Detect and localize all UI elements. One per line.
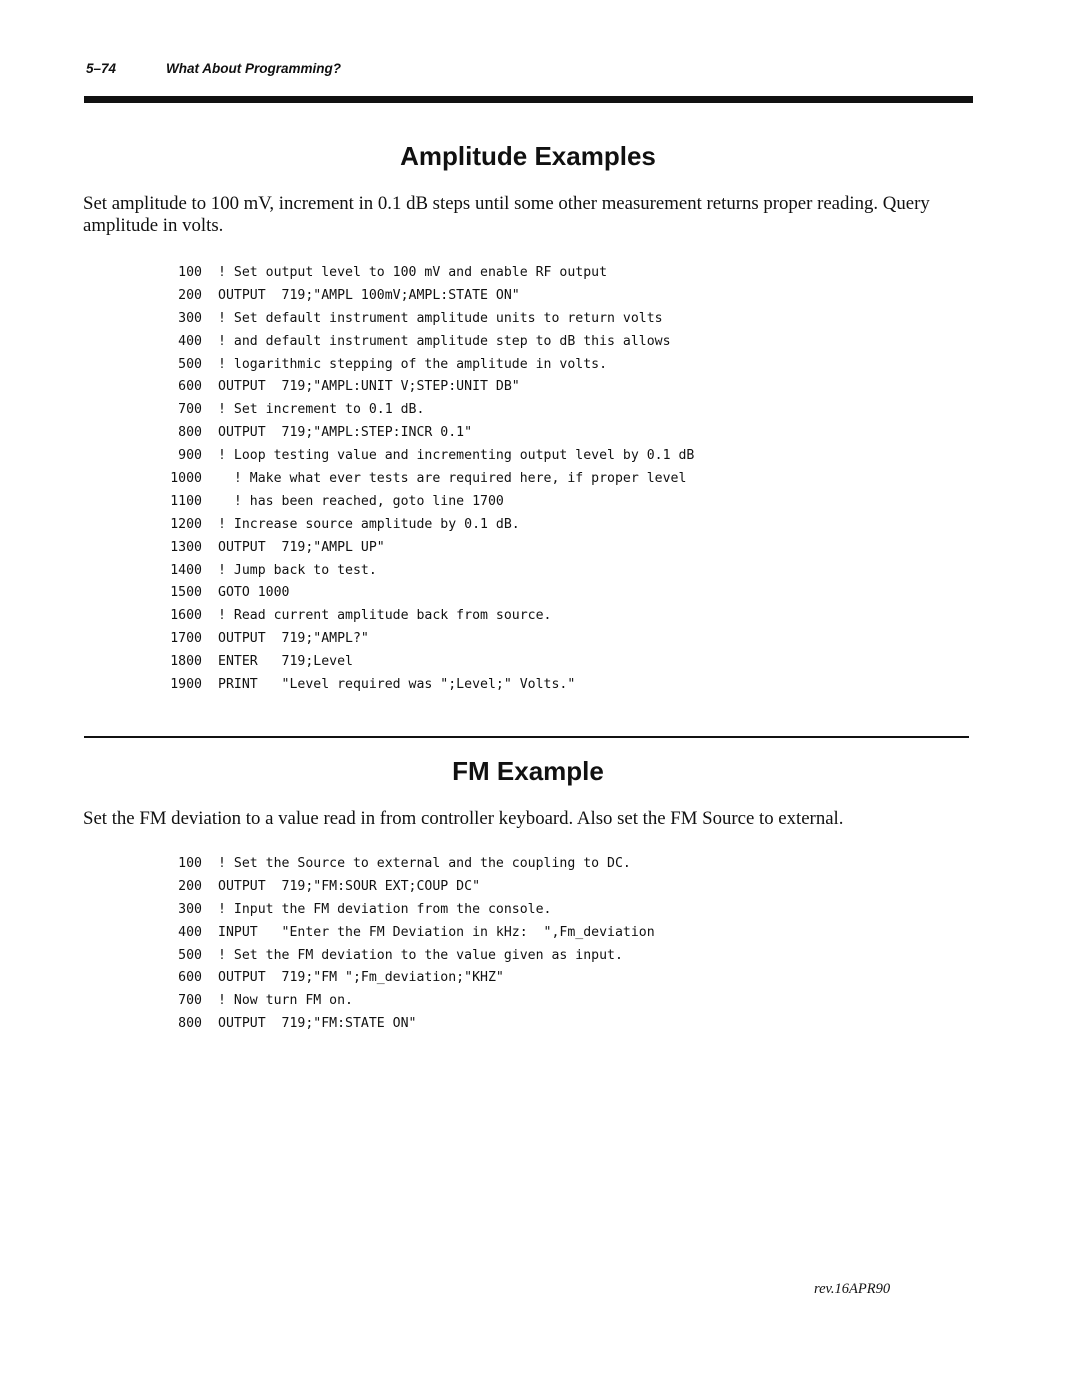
line-number: 900 [178,448,202,464]
code-line [162,876,655,899]
code-text: ! Make what ever tests are required here, if proper level [218,471,687,487]
line-number: 700 [178,402,202,418]
code-line [162,582,694,605]
code-text: ! Jump back to test. [218,562,377,578]
code-text: ! Input the FM deviation from the console. [218,901,552,917]
chapter-title: What About Programming? [166,61,341,76]
code-line [162,491,694,514]
line-number: 1700 [170,631,202,647]
amplitude-section-title: Amplitude Examples [400,141,656,171]
code-text: OUTPUT 719;"FM ";Fm_deviation;"KHZ" [218,970,504,986]
code-text: ! Read current amplitude back from source. [218,608,552,624]
revision-date: rev.16APR90 [814,1281,891,1297]
code-text: ! Set default instrument amplitude units to return volts [218,310,663,326]
fm-intro: Set the FM deviation to a value read in from controller keyboard. Also set the FM Source to external. [83,808,844,829]
line-number: 400 [178,333,202,349]
code-line [162,514,694,537]
section-divider [84,736,969,738]
code-text: OUTPUT 719;"FM:STATE ON" [218,1016,417,1032]
code-line [162,1013,655,1036]
code-text: ! Increase source amplitude by 0.1 dB. [218,516,520,532]
line-number: 1900 [170,677,202,693]
line-number: 800 [178,1016,202,1032]
line-number: 200 [178,878,202,894]
line-number: 1400 [170,562,202,578]
line-number: 100 [178,856,202,871]
line-number: 700 [178,993,202,1009]
code-line [162,399,694,422]
line-number: 500 [178,356,202,372]
code-line [162,853,655,876]
line-number: 1000 [170,471,202,487]
line-number: 1500 [170,585,202,601]
code-text: OUTPUT 719;"AMPL:STEP:INCR 0.1" [218,425,473,441]
code-line [162,922,655,945]
running-header [86,61,341,76]
code-line [162,262,694,285]
line-number: 400 [178,924,202,940]
line-number: 1600 [170,608,202,624]
code-text: ! Set the Source to external and the coupling to DC. [218,856,631,871]
line-number: 1300 [170,539,202,555]
code-line [162,990,655,1013]
code-line [162,674,694,697]
line-number: 100 [178,265,202,280]
line-number: 1100 [170,493,202,509]
line-number: 500 [178,947,202,963]
line-number: 1800 [170,654,202,670]
header-rule [84,96,973,103]
code-line [162,468,694,491]
amplitude-intro: Set amplitude to 100 mV, increment in 0.1 dB steps until some other measurement returns proper reading. Query amplitude in volts. [83,193,930,236]
code-line [162,651,694,674]
code-text: ! and default instrument amplitude step to dB this allows [218,333,671,349]
code-text: OUTPUT 719;"AMPL 100mV;AMPL:STATE ON" [218,287,520,303]
line-number: 800 [178,425,202,441]
fm-code-listing [162,853,655,1036]
code-text: ! Loop testing value and incrementing output level by 0.1 dB [218,448,695,464]
line-number: 200 [178,287,202,303]
code-line [162,331,694,354]
code-line [162,628,694,651]
page-number: 5–74 [86,61,117,76]
line-number: 600 [178,970,202,986]
code-text: OUTPUT 719;"AMPL?" [218,631,369,647]
code-text: ! Set increment to 0.1 dB. [218,402,425,418]
line-number: 600 [178,379,202,395]
code-text: ! logarithmic stepping of the amplitude in volts. [218,356,608,372]
code-line [162,376,694,399]
code-line [162,354,694,377]
code-line [162,285,694,308]
code-text: ! Set output level to 100 mV and enable RF output [218,265,608,280]
code-text: ! Now turn FM on. [218,993,353,1009]
code-text: ! Set the FM deviation to the value given as input. [218,947,623,963]
code-line [162,422,694,445]
line-number: 300 [178,901,202,917]
code-text: OUTPUT 719;"AMPL:UNIT V;STEP:UNIT DB" [218,379,520,395]
code-line [162,308,694,331]
code-line [162,560,694,583]
code-text: ENTER 719;Level [218,654,353,670]
code-line [162,537,694,560]
fm-section-title: FM Example [452,756,604,786]
code-text: GOTO 1000 [218,585,290,601]
code-line [162,899,655,922]
code-text: PRINT "Level required was ";Level;" Volts." [218,677,576,693]
code-text: OUTPUT 719;"AMPL UP" [218,539,385,555]
code-text: ! has been reached, goto line 1700 [218,493,504,509]
code-line [162,445,694,468]
code-text: OUTPUT 719;"FM:SOUR EXT;COUP DC" [218,878,481,894]
line-number: 1200 [170,516,202,532]
code-line [162,945,655,968]
code-line [162,605,694,628]
line-number: 300 [178,310,202,326]
code-line [162,967,655,990]
code-text: INPUT "Enter the FM Deviation in kHz: ",Fm_deviation [218,924,655,940]
amplitude-code-listing [162,262,694,697]
